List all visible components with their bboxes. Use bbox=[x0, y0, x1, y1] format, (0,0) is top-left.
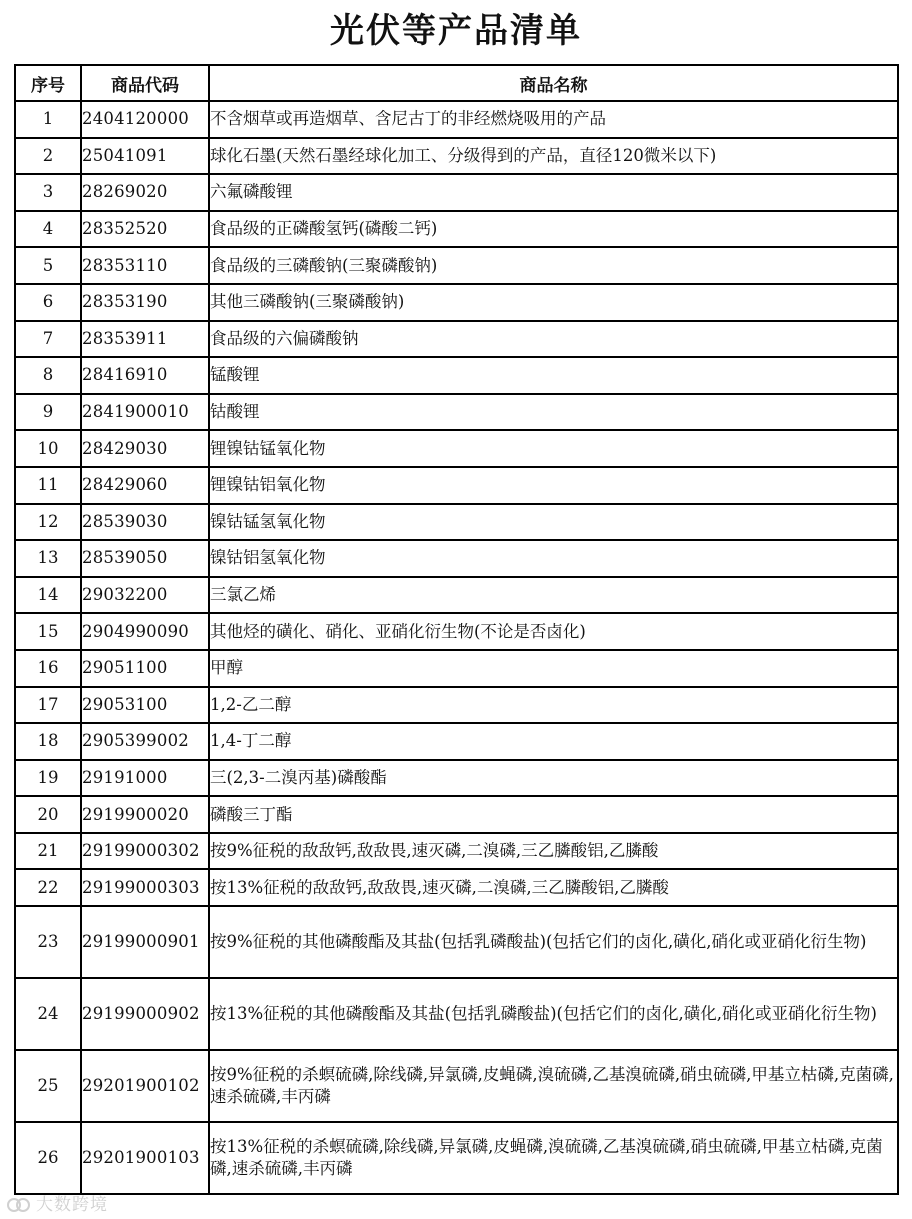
row-index: 13 bbox=[15, 540, 81, 577]
row-index: 26 bbox=[15, 1122, 81, 1194]
row-name: 其他烃的磺化、硝化、亚硝化衍生物(不论是否卤化) bbox=[209, 613, 898, 650]
row-index: 9 bbox=[15, 394, 81, 431]
row-index: 14 bbox=[15, 577, 81, 614]
table-row bbox=[15, 138, 898, 175]
row-index: 8 bbox=[15, 357, 81, 394]
row-index: 25 bbox=[15, 1050, 81, 1122]
row-index: 19 bbox=[15, 760, 81, 797]
row-name: 甲醇 bbox=[209, 650, 898, 687]
row-name: 按13%征税的其他磷酸酯及其盐(包括乳磷酸盐)(包括它们的卤化,磺化,硝化或亚硝化衍生物) bbox=[209, 978, 898, 1050]
row-code: 29199000303 bbox=[81, 869, 209, 906]
row-name: 按13%征税的杀螟硫磷,除线磷,异氯磷,皮蝇磷,溴硫磷,乙基溴硫磷,硝虫硫磷,甲基立枯磷,克菌磷,速杀硫磷,丰丙磷 bbox=[209, 1122, 898, 1194]
row-index: 21 bbox=[15, 833, 81, 870]
table-row bbox=[15, 613, 898, 650]
table-row bbox=[15, 174, 898, 211]
row-code: 28429060 bbox=[81, 467, 209, 504]
row-index: 2 bbox=[15, 138, 81, 175]
row-code: 29199000901 bbox=[81, 906, 209, 978]
table-row bbox=[15, 540, 898, 577]
row-name: 按9%征税的敌敌钙,敌敌畏,速灭磷,二溴磷,三乙膦酸铝,乙膦酸 bbox=[209, 833, 898, 870]
row-index: 10 bbox=[15, 430, 81, 467]
row-code: 2905399002 bbox=[81, 723, 209, 760]
row-code: 28352520 bbox=[81, 211, 209, 248]
table-row bbox=[15, 906, 898, 978]
row-name: 食品级的正磷酸氢钙(磷酸二钙) bbox=[209, 211, 898, 248]
row-name: 食品级的六偏磷酸钠 bbox=[209, 321, 898, 358]
table-row bbox=[15, 1122, 898, 1194]
row-name: 三氯乙烯 bbox=[209, 577, 898, 614]
row-code: 2919900020 bbox=[81, 796, 209, 833]
row-index: 15 bbox=[15, 613, 81, 650]
header-code: 商品代码 bbox=[81, 65, 209, 101]
table-row bbox=[15, 394, 898, 431]
row-name: 锰酸锂 bbox=[209, 357, 898, 394]
table-row bbox=[15, 760, 898, 797]
table-row bbox=[15, 833, 898, 870]
table-row bbox=[15, 467, 898, 504]
header-name: 商品名称 bbox=[209, 65, 898, 101]
table-row bbox=[15, 577, 898, 614]
row-name: 球化石墨(天然石墨经球化加工、分级得到的产品，直径120微米以下) bbox=[209, 138, 898, 175]
table-row bbox=[15, 211, 898, 248]
table-row bbox=[15, 650, 898, 687]
row-name: 食品级的三磷酸钠(三聚磷酸钠) bbox=[209, 247, 898, 284]
row-code: 28269020 bbox=[81, 174, 209, 211]
row-code: 28429030 bbox=[81, 430, 209, 467]
row-code: 29199000302 bbox=[81, 833, 209, 870]
product-table bbox=[14, 64, 899, 1195]
row-code: 28539050 bbox=[81, 540, 209, 577]
row-index: 3 bbox=[15, 174, 81, 211]
table-row bbox=[15, 101, 898, 138]
table-row bbox=[15, 1050, 898, 1122]
page-title: 光伏等产品清单 bbox=[330, 11, 582, 51]
row-index: 22 bbox=[15, 869, 81, 906]
row-index: 16 bbox=[15, 650, 81, 687]
row-name: 按9%征税的杀螟硫磷,除线磷,异氯磷,皮蝇磷,溴硫磷,乙基溴硫磷,硝虫硫磷,甲基立枯磷,克菌磷,速杀硫磷,丰丙磷 bbox=[209, 1050, 898, 1122]
row-name: 1,2-乙二醇 bbox=[209, 687, 898, 724]
row-code: 29201900102 bbox=[81, 1050, 209, 1122]
row-index: 5 bbox=[15, 247, 81, 284]
table-row bbox=[15, 687, 898, 724]
row-name: 三(2,3-二溴丙基)磷酸酯 bbox=[209, 760, 898, 797]
row-name: 1,4-丁二醇 bbox=[209, 723, 898, 760]
row-index: 17 bbox=[15, 687, 81, 724]
table-row bbox=[15, 430, 898, 467]
row-code: 29032200 bbox=[81, 577, 209, 614]
row-index: 7 bbox=[15, 321, 81, 358]
table-row bbox=[15, 357, 898, 394]
row-name: 不含烟草或再造烟草、含尼古丁的非经燃烧吸用的产品 bbox=[209, 101, 898, 138]
row-name: 镍钴铝氢氧化物 bbox=[209, 540, 898, 577]
row-code: 2904990090 bbox=[81, 613, 209, 650]
row-name: 锂镍钴铝氧化物 bbox=[209, 467, 898, 504]
row-code: 28416910 bbox=[81, 357, 209, 394]
row-code: 25041091 bbox=[81, 138, 209, 175]
row-code: 29053100 bbox=[81, 687, 209, 724]
table-row bbox=[15, 978, 898, 1050]
table-row bbox=[15, 796, 898, 833]
row-index: 18 bbox=[15, 723, 81, 760]
row-index: 23 bbox=[15, 906, 81, 978]
row-name: 锂镍钴锰氧化物 bbox=[209, 430, 898, 467]
row-name: 按9%征税的其他磷酸酯及其盐(包括乳磷酸盐)(包括它们的卤化,磺化,硝化或亚硝化衍生物) bbox=[209, 906, 898, 978]
row-code: 2404120000 bbox=[81, 101, 209, 138]
row-index: 1 bbox=[15, 101, 81, 138]
row-index: 20 bbox=[15, 796, 81, 833]
table-row bbox=[15, 321, 898, 358]
table-row bbox=[15, 723, 898, 760]
row-code: 28539030 bbox=[81, 504, 209, 541]
row-name: 镍钴锰氢氧化物 bbox=[209, 504, 898, 541]
row-index: 12 bbox=[15, 504, 81, 541]
table-row bbox=[15, 869, 898, 906]
row-name: 其他三磷酸钠(三聚磷酸钠) bbox=[209, 284, 898, 321]
table-row bbox=[15, 247, 898, 284]
table-row bbox=[15, 284, 898, 321]
row-code: 28353110 bbox=[81, 247, 209, 284]
row-name: 磷酸三丁酯 bbox=[209, 796, 898, 833]
table-header-row bbox=[15, 65, 898, 101]
row-name: 钴酸锂 bbox=[209, 394, 898, 431]
row-code: 29191000 bbox=[81, 760, 209, 797]
row-index: 4 bbox=[15, 211, 81, 248]
header-index: 序号 bbox=[15, 65, 81, 101]
row-code: 29201900103 bbox=[81, 1122, 209, 1194]
table-row bbox=[15, 504, 898, 541]
row-name: 按13%征税的敌敌钙,敌敌畏,速灭磷,二溴磷,三乙膦酸铝,乙膦酸 bbox=[209, 869, 898, 906]
row-code: 28353911 bbox=[81, 321, 209, 358]
row-index: 6 bbox=[15, 284, 81, 321]
watermark-text: 大数跨境 bbox=[36, 1195, 108, 1215]
row-code: 2841900010 bbox=[81, 394, 209, 431]
table-body bbox=[15, 101, 898, 1194]
row-code: 29199000902 bbox=[81, 978, 209, 1050]
row-code: 28353190 bbox=[81, 284, 209, 321]
row-name: 六氟磷酸锂 bbox=[209, 174, 898, 211]
row-index: 11 bbox=[15, 467, 81, 504]
watermark bbox=[6, 1190, 108, 1215]
row-code: 29051100 bbox=[81, 650, 209, 687]
row-index: 24 bbox=[15, 978, 81, 1050]
watermark-logo-icon bbox=[6, 1197, 32, 1213]
